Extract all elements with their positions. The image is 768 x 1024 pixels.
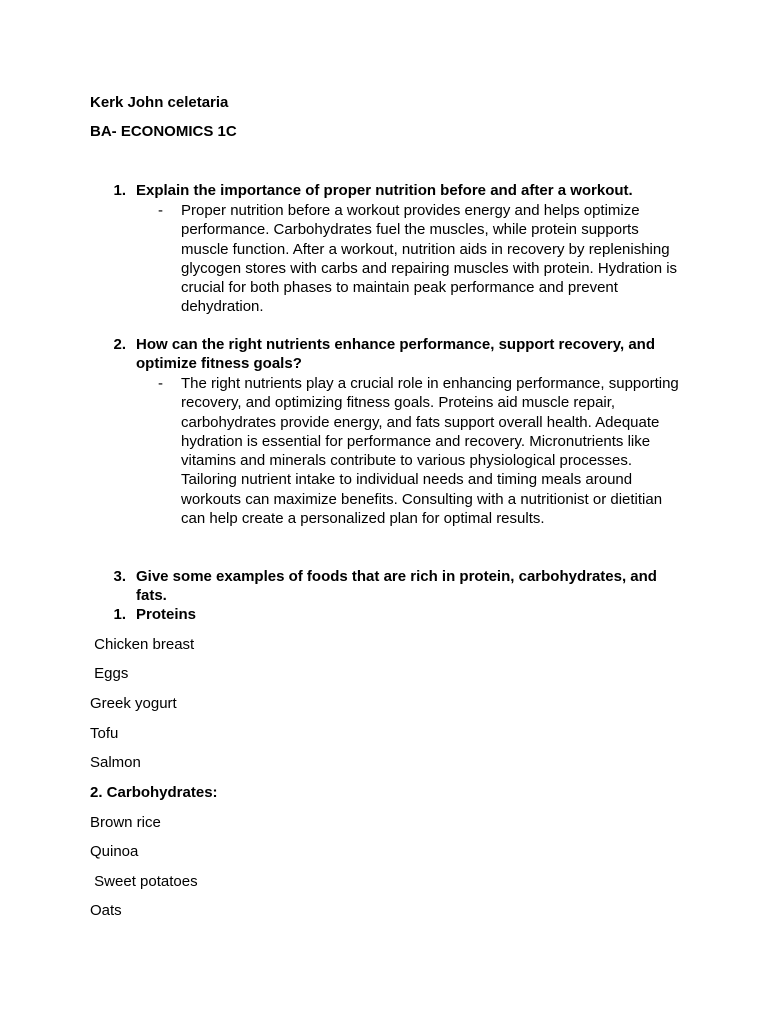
question-2-number: 2. xyxy=(113,336,126,353)
protein-item: Eggs xyxy=(90,665,129,682)
protein-item: Salmon xyxy=(90,754,141,771)
answer-1-bullet: - xyxy=(158,202,163,219)
question-3-text: Give some examples of foods that are rich in protein, carbohydrates, and fats. xyxy=(136,568,657,605)
carb-item: Sweet potatoes xyxy=(90,873,198,890)
answer-2-bullet: - xyxy=(158,375,163,392)
student-name: Kerk John celetaria xyxy=(90,94,229,111)
carb-item: Brown rice xyxy=(90,814,161,831)
carb-item: Oats xyxy=(90,902,122,919)
protein-item: Greek yogurt xyxy=(90,695,177,712)
proteins-heading: Proteins xyxy=(136,606,197,623)
carb-item: Quinoa xyxy=(90,843,139,860)
question-3-number: 3. xyxy=(113,568,126,585)
course-label: BA- ECONOMICS 1C xyxy=(90,123,237,140)
protein-item: Tofu xyxy=(90,725,119,742)
question-2-text: How can the right nutrients enhance performance, support recovery, and optimize fitness goals? xyxy=(136,336,655,373)
answer-1-text: Proper nutrition before a workout provides energy and helps optimize performance. Carbohydrates fuel the muscles, while protein supports muscle function. After a workout, nutrition aids in recovery by replenishing glycogen stores with carbs and repairing muscles with protein. Hydration is crucial for both phases to maintain peak performance and prevent dehydration. xyxy=(181,202,678,316)
protein-item: Chicken breast xyxy=(90,636,195,653)
question-1-number: 1. xyxy=(113,182,126,199)
proteins-number: 1. xyxy=(113,606,126,623)
answer-2-text: The right nutrients play a crucial role in enhancing performance, supporting recovery, and optimizing fitness goals. Proteins aid muscle repair, carbohydrates provide energy, and fats support overall health. Adequate hydration is essential for performance and recovery. Micronutrients like vitamins and minerals contribute to various physiological processes. Tailoring nutrient intake to individual needs and timing meals around workouts can maximize benefits. Consulting with a nutritionist or dietitian can help create a personalized plan for optimal results. xyxy=(181,375,679,528)
question-1-text: Explain the importance of proper nutrition before and after a workout. xyxy=(136,182,633,199)
carbohydrates-heading: 2. Carbohydrates: xyxy=(90,784,218,801)
